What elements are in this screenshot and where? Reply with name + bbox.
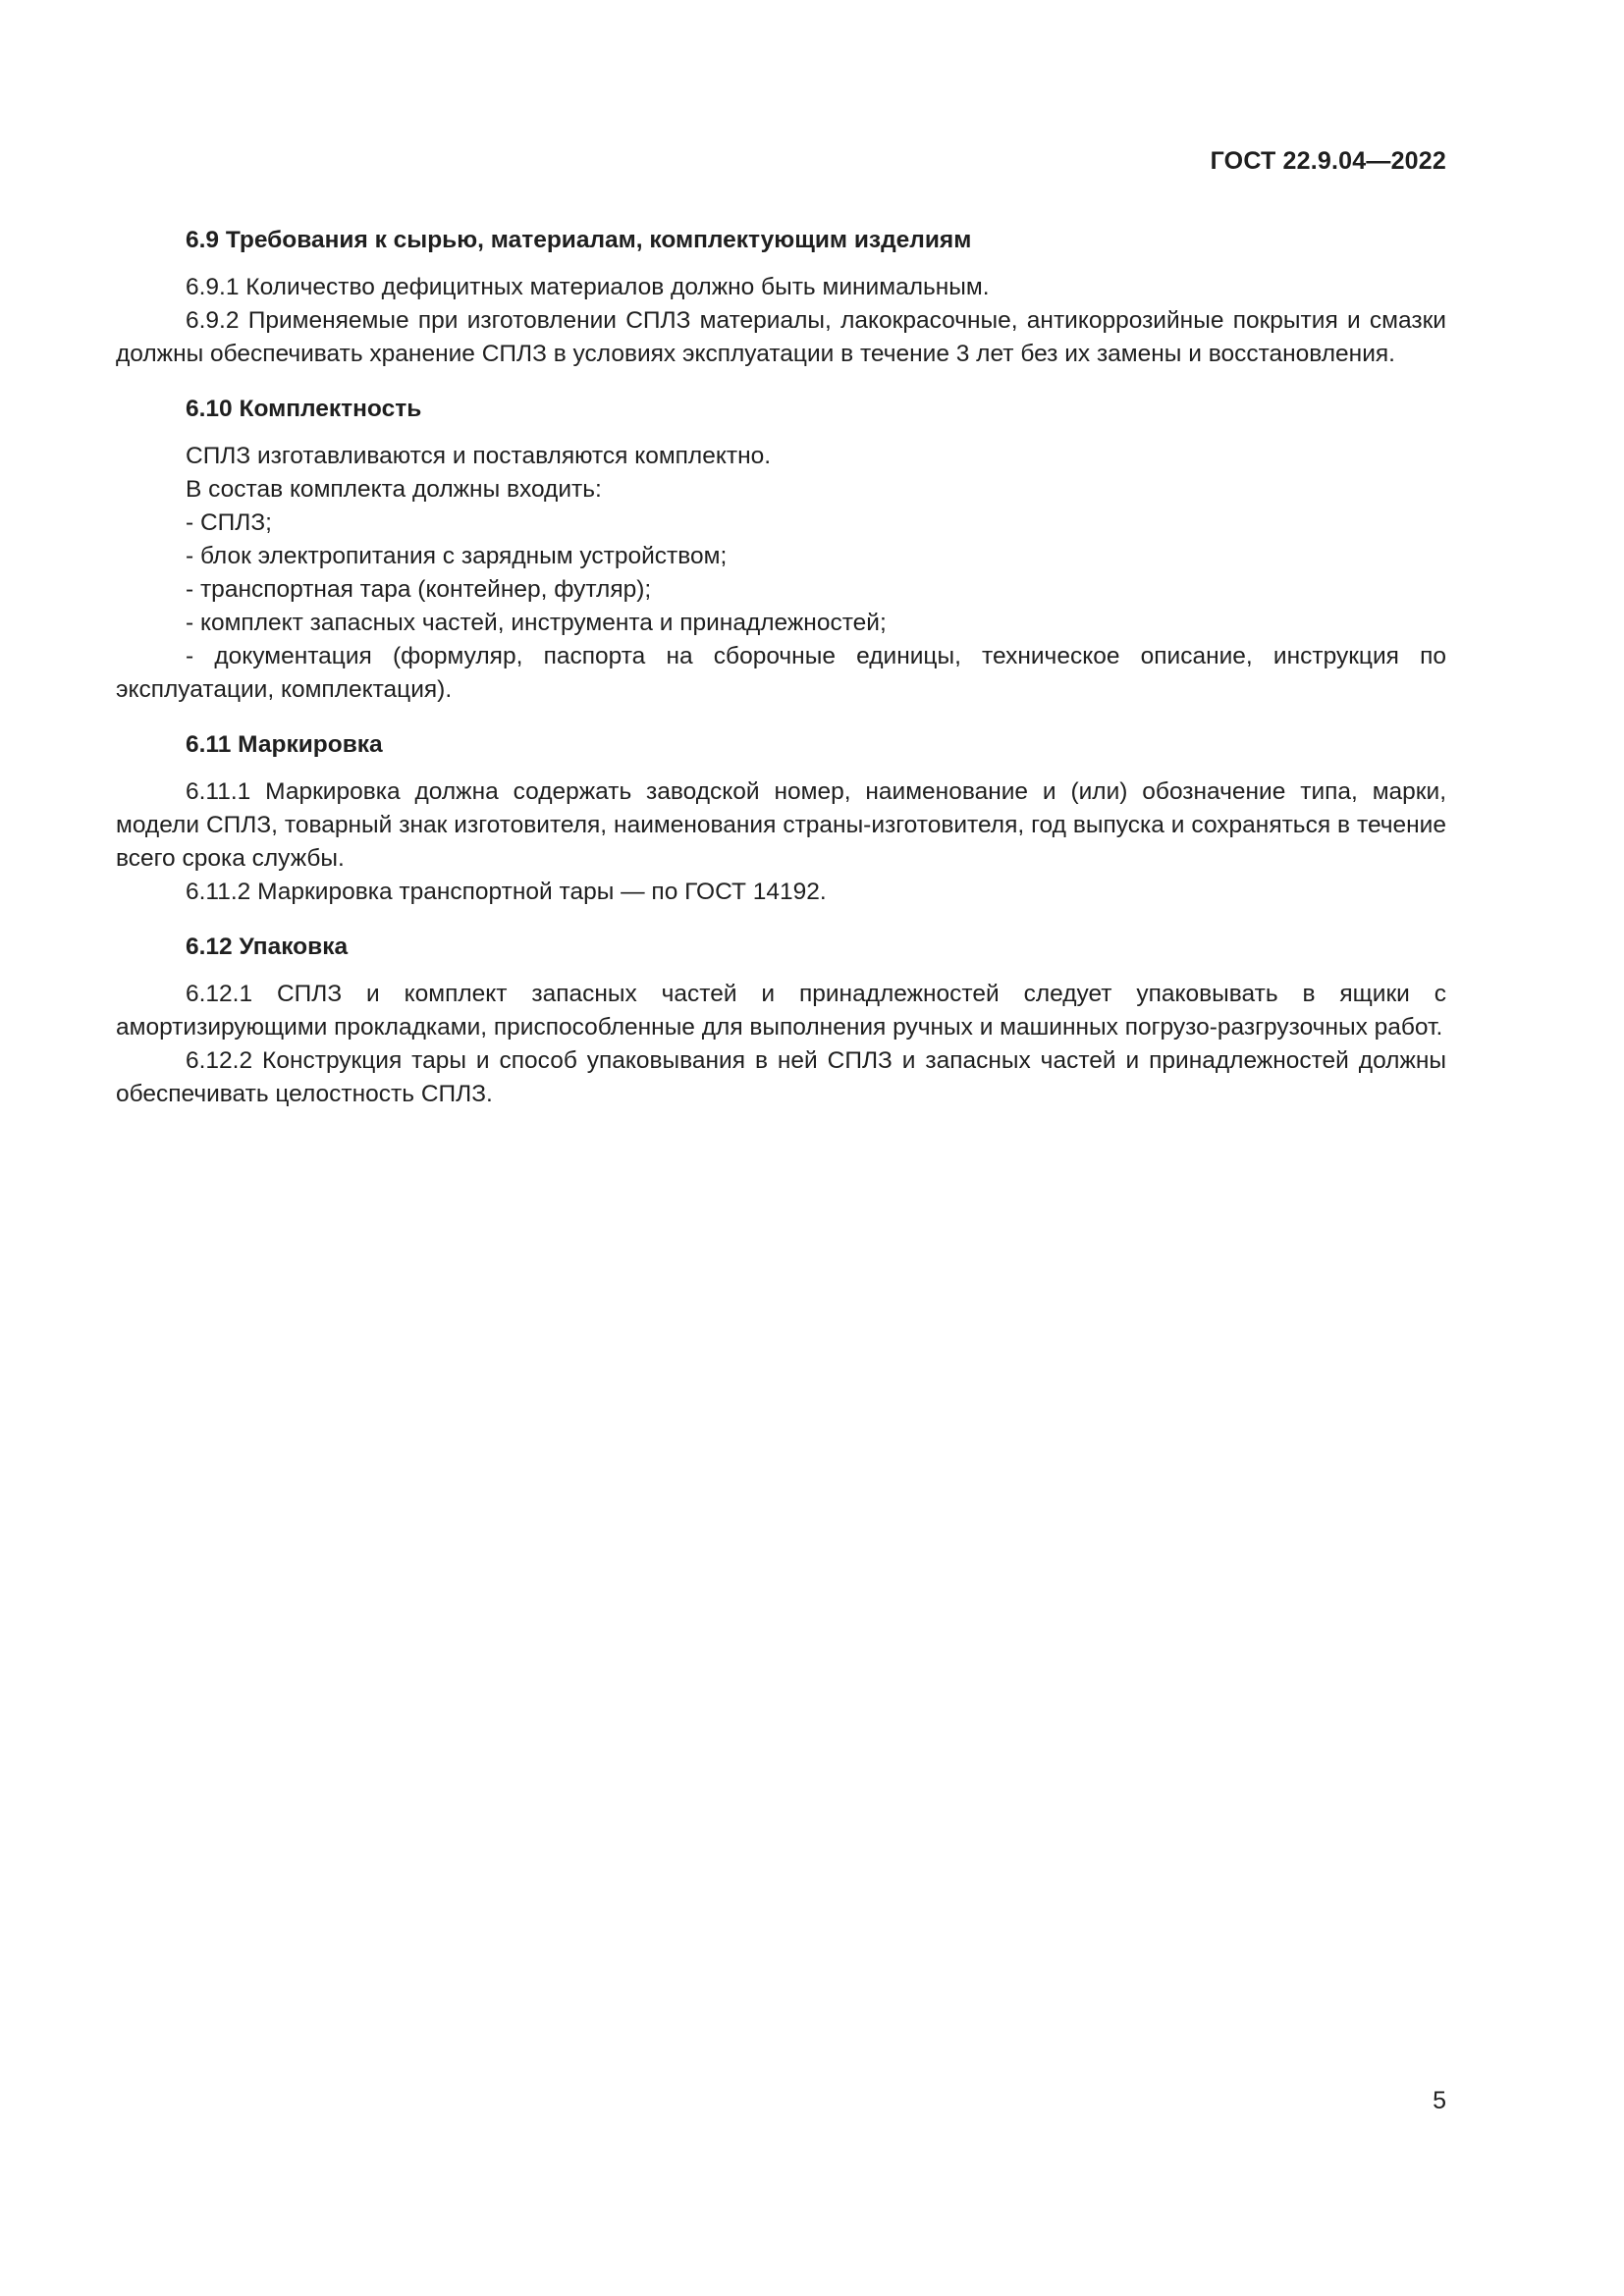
section-6-12 bbox=[116, 931, 1446, 1111]
page-number: 5 bbox=[1433, 2087, 1446, 2114]
paragraph: 6.12.2 Конструкция тары и способ упаковывания в ней СПЛЗ и запасных частей и принадлежностей должны обеспечивать целостность СПЛЗ. bbox=[116, 1047, 1446, 1107]
paragraph: 6.11.1 Маркировка должна содержать заводской номер, наименование и (или) обозначение типа, марки, модели СПЛЗ, товарный знак изготовителя, наименования страны-изготовителя, год выпуска и сохраняться в течение всего срока службы. bbox=[116, 778, 1446, 872]
section-6-11 bbox=[116, 728, 1446, 909]
list-item: - комплект запасных частей, инструмента и принадлежностей; bbox=[186, 610, 887, 636]
paragraph: В состав комплекта должны входить: bbox=[186, 476, 602, 503]
paragraph: 6.11.2 Маркировка транспортной тары — по ГОСТ 14192. bbox=[186, 879, 827, 905]
paragraph: 6.9.2 Применяемые при изготовлении СПЛЗ материалы, лакокрасочные, антикоррозийные покрытия и смазки должны обеспечивать хранение СПЛЗ в условиях эксплуатации в течение 3 лет без их замены и восстановления. bbox=[116, 307, 1446, 367]
paragraph: СПЛЗ изготавливаются и поставляются комплектно. bbox=[186, 443, 772, 469]
document-code: ГОСТ 22.9.04—2022 bbox=[1210, 147, 1446, 175]
list-item: - блок электропитания с зарядным устройством; bbox=[186, 543, 728, 569]
section-6-10 bbox=[116, 393, 1446, 707]
paragraph: 6.12.1 СПЛЗ и комплект запасных частей и принадлежностей следует упаковывать в ящики с амортизирующими прокладками, приспособленные для выполнения ручных и машинных погрузо-разгрузочных работ. bbox=[116, 981, 1446, 1041]
document-body bbox=[116, 224, 1446, 1133]
list-item: - СПЛЗ; bbox=[186, 509, 272, 536]
section-6-9 bbox=[116, 224, 1446, 371]
list-item: - документация (формуляр, паспорта на сборочные единицы, техническое описание, инструкция по эксплуатации, комплектация). bbox=[116, 643, 1446, 703]
list-item: - транспортная тара (контейнер, футляр); bbox=[186, 576, 652, 603]
section-title: 6.12 Упаковка bbox=[186, 934, 349, 960]
section-title: 6.9 Требования к сырью, материалам, комплектующим изделиям bbox=[186, 227, 972, 253]
paragraph: 6.9.1 Количество дефицитных материалов должно быть минимальным. bbox=[186, 274, 990, 300]
section-title: 6.10 Комплектность bbox=[186, 396, 422, 422]
section-title: 6.11 Маркировка bbox=[186, 731, 383, 758]
